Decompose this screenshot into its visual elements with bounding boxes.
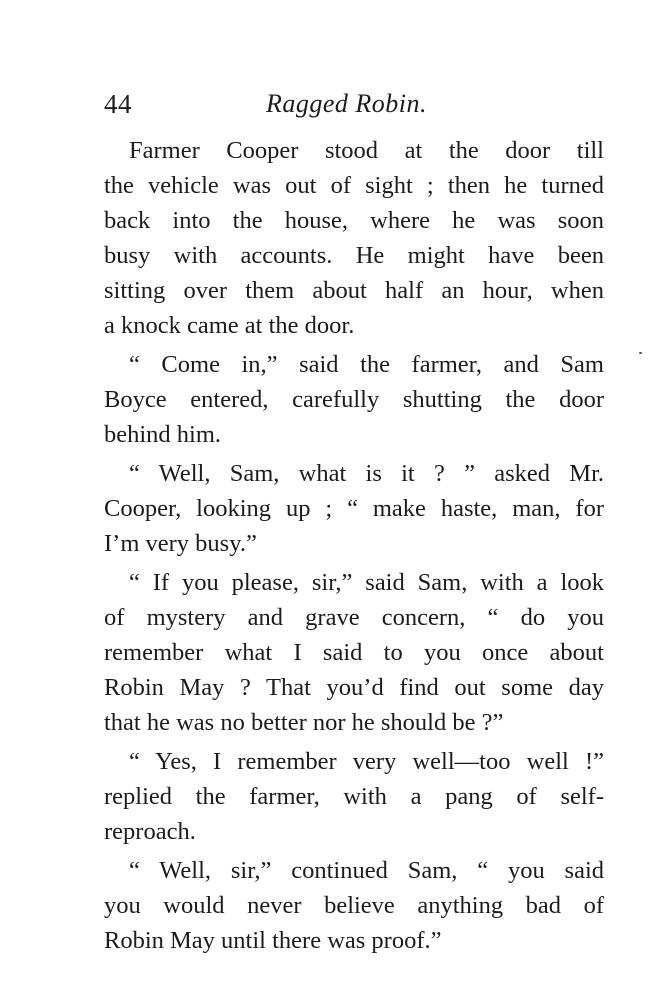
text-line: behind him.	[104, 421, 222, 448]
paragraph-2	[104, 347, 604, 452]
text-line: reproach.	[104, 818, 196, 845]
text-line: “ If you please, sir,” said Sam, with a look	[129, 569, 604, 596]
text-line: of mystery and grave concern, “ do you	[104, 604, 604, 631]
text-line: “ Come in,” said the farmer, and Sam	[129, 351, 604, 378]
text-line: you would never believe anything bad of	[104, 892, 604, 919]
text-line: busy with accounts. He might have been	[104, 242, 604, 269]
ink-speck	[639, 352, 642, 354]
paragraph-6	[104, 853, 604, 958]
text-line: sitting over them about half an hour, when	[104, 277, 604, 304]
paragraph-5	[104, 744, 604, 849]
paragraph-3	[104, 456, 604, 561]
text-line: a knock came at the door.	[104, 312, 355, 339]
running-head	[104, 84, 604, 124]
text-line: the vehicle was out of sight ; then he turned	[104, 172, 604, 199]
text-line: “ Well, Sam, what is it ? ” asked Mr.	[129, 460, 604, 487]
paragraph-1	[104, 133, 604, 343]
text-line: remember what I said to you once about	[104, 639, 604, 666]
running-title: Ragged Robin.	[266, 89, 428, 118]
text-line: Robin May until there was proof.”	[104, 927, 442, 954]
text-line: replied the farmer, with a pang of self-	[104, 783, 604, 810]
text-line: Farmer Cooper stood at the door till	[129, 137, 604, 164]
paragraph-4	[104, 565, 604, 740]
text-line: I’m very busy.”	[104, 530, 257, 557]
text-line: that he was no better nor he should be ?”	[104, 709, 504, 736]
text-line: “ Yes, I remember very well—too well !”	[129, 748, 604, 775]
page-number: 44	[104, 89, 132, 119]
text-line: “ Well, sir,” continued Sam, “ you said	[129, 857, 604, 884]
text-line: back into the house, where he was soon	[104, 207, 604, 234]
text-line: Boyce entered, carefully shutting the door	[104, 386, 604, 413]
text-line: Cooper, looking up ; “ make haste, man, for	[104, 495, 604, 522]
text-line: Robin May ? That you’d find out some day	[104, 674, 604, 701]
body-text	[104, 133, 604, 962]
